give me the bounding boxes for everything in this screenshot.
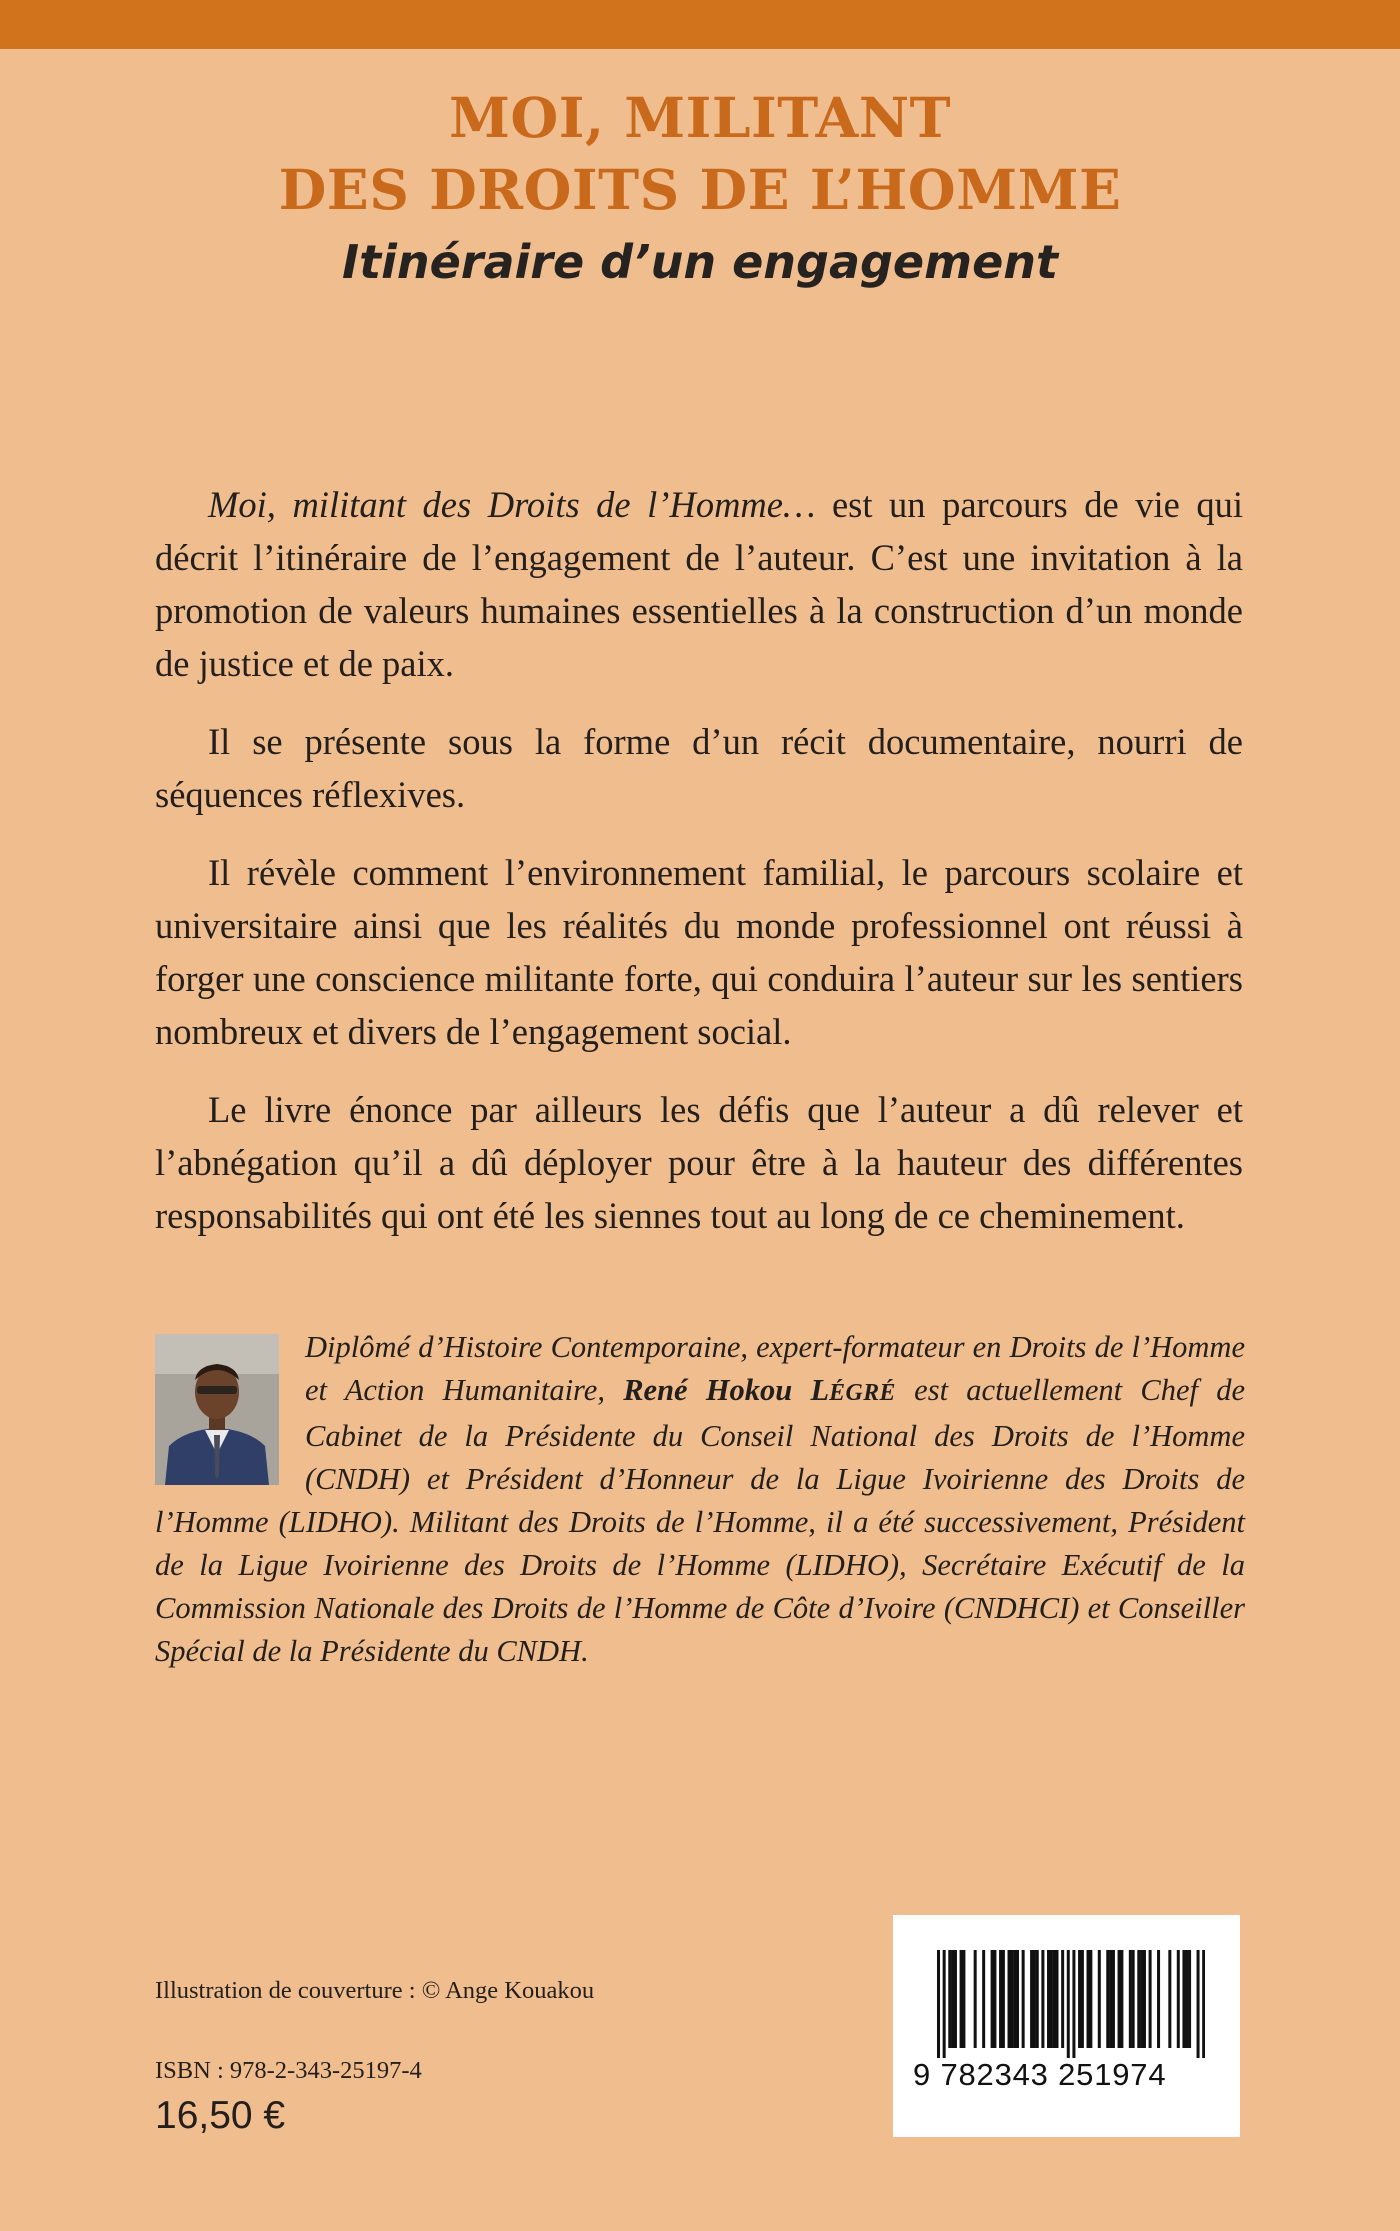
barcode-bar bbox=[1185, 1950, 1188, 2048]
barcode-bar bbox=[962, 1950, 965, 2048]
bio-intro: Diplômé d’Histoire Contemporaine, expert-formateur en Droits de l’Homme et Action Humanitaire, bbox=[305, 1330, 1245, 1407]
barcode-bar bbox=[1087, 1950, 1090, 2048]
author-given-names: René Hokou bbox=[623, 1373, 811, 1407]
barcode-bar bbox=[1061, 1950, 1064, 2048]
barcode-bar bbox=[1067, 1950, 1070, 2058]
barcode-bar bbox=[1055, 1950, 1058, 2048]
barcode-bar bbox=[1109, 1950, 1112, 2048]
barcode-bar bbox=[1177, 1950, 1180, 2048]
barcode-bar bbox=[1081, 1950, 1084, 2048]
isbn: ISBN : 978-2-343-25197-4 bbox=[155, 2057, 422, 2084]
top-color-band bbox=[0, 0, 1400, 49]
barcode-bar bbox=[1002, 1950, 1005, 2048]
blurb-paragraph-3: Il révèle comment l’environnement familial, le parcours scolaire et universitaire ainsi que les réalités du monde professionnel ont réussi à forger une conscience militante forte, qui conduira l’auteur sur les sentiers nombreux et divers de l’engagement social. bbox=[155, 852, 1243, 1052]
barcode-bar bbox=[1008, 1950, 1011, 2048]
barcode-bar bbox=[1137, 1950, 1140, 2048]
blurb-title-reference: Moi, militant des Droits de l’Homme… bbox=[208, 484, 816, 525]
barcode-bar bbox=[948, 1950, 951, 2048]
blurb-paragraph-2: Il se présente sous la forme d’un récit documentaire, nourri de séquences réflexives. bbox=[155, 721, 1243, 815]
barcode-bar bbox=[1112, 1950, 1115, 2048]
title-block bbox=[0, 82, 1400, 292]
cover-illustration-credit: Illustration de couverture : © Ange Kouakou bbox=[155, 1977, 595, 2004]
barcode-bar bbox=[1098, 1950, 1101, 2048]
barcode-bar bbox=[1050, 1950, 1053, 2048]
barcode-bar bbox=[1106, 1950, 1109, 2048]
barcode-bar bbox=[1072, 1950, 1075, 2058]
barcode-bar bbox=[991, 1950, 994, 2048]
author-surname-smallcaps: ÉGRÉ bbox=[829, 1380, 896, 1406]
blurb-paragraph-1 bbox=[155, 478, 1243, 690]
barcode-bar bbox=[1157, 1950, 1160, 2048]
bio-text: est actuellement Chef de Cabinet de la Présidente du Conseil National des Droits de l’Homme (CNDH) et Président d’Honneur de la Ligue Ivoirienne des Droits de l’Homme (LIDHO). Militant des Droits de l’Homme, il a été successivement, Président de la Ligue Ivoirienne des Droits de l’Homme (LIDHO), Secrétaire Exécutif de la Commission Nationale des Droits de l’Homme de Côte d’Ivoire (CNDHCI) et Conseiller Spécial de la Présidente du CNDH. bbox=[155, 1373, 1246, 1668]
barcode-bar bbox=[1168, 1950, 1171, 2048]
barcode-panel bbox=[893, 1915, 1240, 2137]
barcode-bar bbox=[1033, 1950, 1036, 2048]
barcode-bar bbox=[1143, 1950, 1146, 2048]
barcode-bar bbox=[1120, 1950, 1123, 2048]
barcode-bar bbox=[1030, 1950, 1033, 2048]
barcode-bar bbox=[954, 1950, 957, 2048]
barcode-bar bbox=[1047, 1950, 1050, 2048]
author-biography bbox=[155, 1326, 1245, 1673]
barcode-bar bbox=[1089, 1950, 1092, 2048]
barcode-bar bbox=[943, 1950, 946, 2058]
back-cover-blurb bbox=[155, 478, 1243, 1267]
barcode-bar bbox=[982, 1950, 985, 2048]
barcode-bar bbox=[1202, 1950, 1205, 2058]
barcode-bar bbox=[1118, 1950, 1121, 2048]
barcode-bar bbox=[1016, 1950, 1019, 2048]
barcode-bar bbox=[1140, 1950, 1143, 2048]
blurb-paragraph-1-text: est un parcours de vie qui décrit l’itinéraire de l’engagement de l’auteur. C’est une invitation à la promotion de valeurs humaines essentielles à la construction d’un monde de justice et de paix. bbox=[155, 484, 1243, 684]
barcode-bar bbox=[1188, 1950, 1191, 2048]
barcode-bar bbox=[1022, 1950, 1025, 2048]
author-name bbox=[623, 1373, 896, 1407]
blurb-paragraph-4: Le livre énonce par ailleurs les défis que l’auteur a dû relever et l’abnégation qu’il a dû déployer pour être à la hauteur des différentes responsabilités qui ont été les siennes tout au long de ce cheminement. bbox=[155, 1089, 1243, 1236]
barcode-bar bbox=[999, 1950, 1002, 2048]
price: 16,50 € bbox=[155, 2094, 286, 2137]
photo-text-wrap-space bbox=[155, 1326, 305, 1498]
barcode-bar bbox=[1013, 1950, 1016, 2048]
barcode-bar bbox=[1041, 1950, 1044, 2048]
barcode-bar bbox=[1010, 1950, 1013, 2048]
barcode-bar bbox=[1182, 1950, 1185, 2048]
barcode-bar bbox=[960, 1950, 963, 2048]
author-surname-initial: L bbox=[810, 1373, 830, 1407]
book-subtitle: Itinéraire d’un engagement bbox=[341, 235, 1059, 289]
barcode-bar bbox=[937, 1950, 940, 2058]
barcode-bar bbox=[951, 1950, 954, 2048]
barcode-bar bbox=[993, 1950, 996, 2048]
barcode-bar bbox=[1036, 1950, 1039, 2048]
barcode-bar bbox=[1197, 1950, 1200, 2058]
barcode-bar bbox=[1053, 1950, 1056, 2048]
barcode-bar bbox=[974, 1950, 977, 2048]
book-title-line-2: DES DROITS DE L’HOMME bbox=[278, 157, 1122, 222]
barcode-bar bbox=[1129, 1950, 1132, 2048]
barcode-bar bbox=[1078, 1950, 1081, 2048]
ean13-barcode bbox=[937, 1950, 1205, 2058]
book-title-line-1: MOI, MILITANT bbox=[448, 85, 952, 150]
barcode-bar bbox=[1149, 1950, 1152, 2048]
barcode-bar bbox=[1132, 1950, 1135, 2048]
barcode-digits: 9 782343 251974 bbox=[913, 2057, 1167, 2092]
